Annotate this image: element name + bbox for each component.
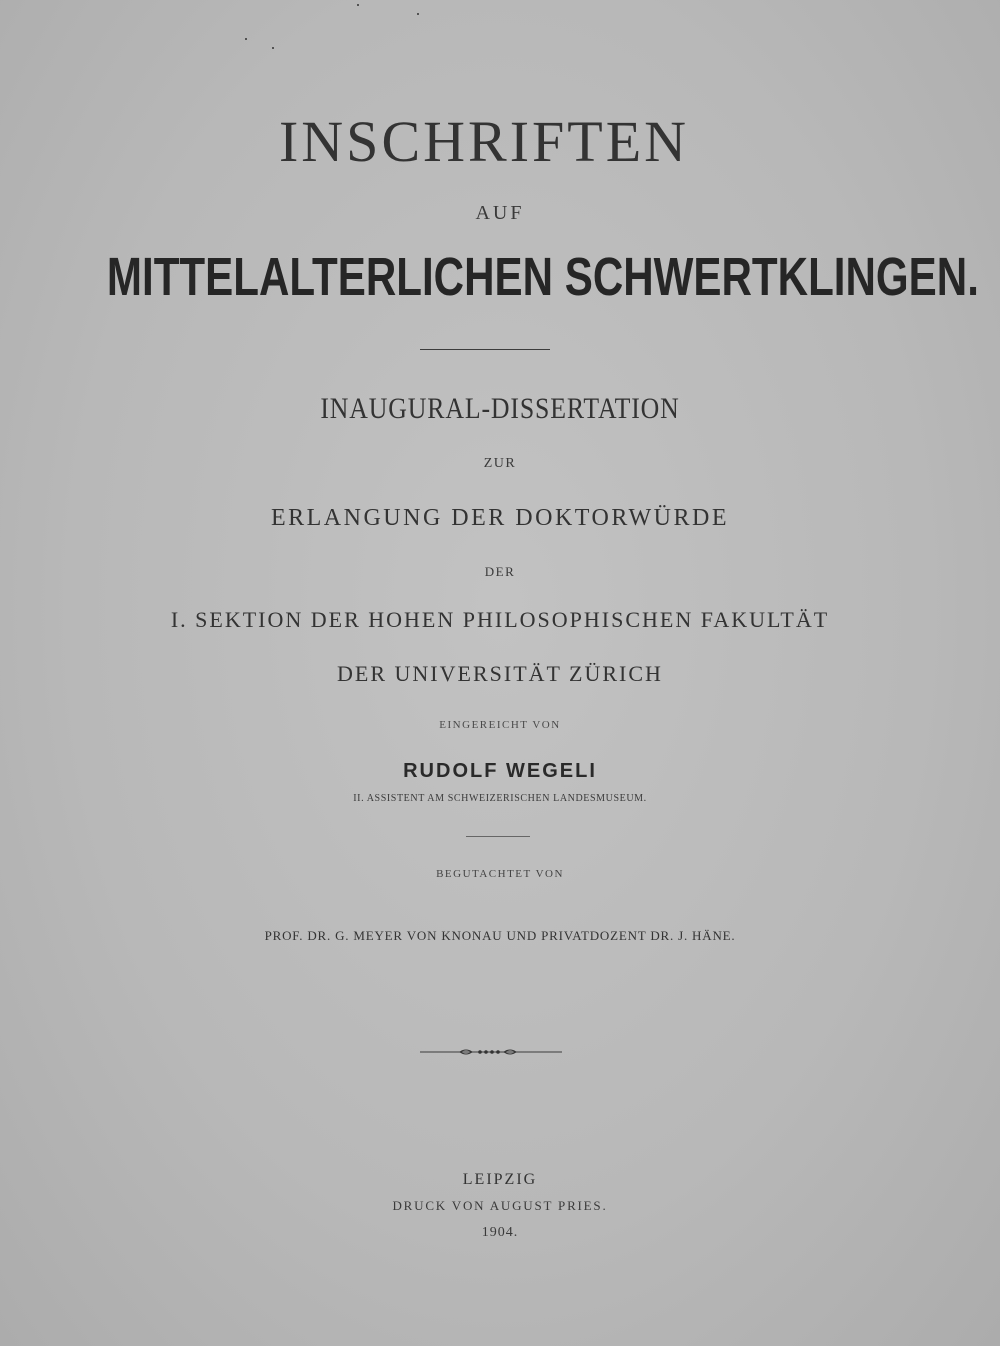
- connector-der: DER: [484, 564, 516, 579]
- printer-line: DRUCK VON AUGUST PRIES.: [392, 1198, 608, 1213]
- paper-speck: [417, 13, 419, 15]
- connector-zur: ZUR: [483, 456, 517, 471]
- submitted-by-label: EINGEREICHT VON: [439, 719, 561, 731]
- divider-rule: [420, 349, 550, 350]
- paper-speck: [272, 47, 274, 49]
- title-line-1: INSCHRIFTEN: [278, 109, 690, 174]
- ornament-divider-icon: [420, 1045, 562, 1059]
- title-line-3: MITTELALTERLICHEN SCHWERTKLINGEN.: [106, 247, 979, 307]
- paper-speck: [245, 38, 247, 40]
- author-position: II. ASSISTENT AM SCHWEIZERISCHEN LANDESMUSEUM.: [353, 793, 647, 804]
- title-line-2: AUF: [475, 202, 525, 224]
- reviewed-by-label: BEGUTACHTET VON: [436, 868, 564, 880]
- publication-year: 1904.: [481, 1225, 519, 1240]
- referees-line: PROF. DR. G. MEYER VON KNONAU UND PRIVATDOZENT DR. J. HÄNE.: [264, 928, 736, 943]
- university-line: DER UNIVERSITÄT ZÜRICH: [337, 661, 663, 686]
- dissertation-heading: INAUGURAL-DISSERTATION: [320, 392, 680, 425]
- faculty-line: I. SEKTION DER HOHEN PHILOSOPHISCHEN FAKULTÄT: [170, 607, 830, 632]
- paper-speck: [357, 4, 359, 6]
- divider-rule-small: [466, 836, 530, 837]
- author-name: RUDOLF WEGELI: [403, 760, 597, 782]
- publication-place: LEIPZIG: [462, 1171, 538, 1188]
- degree-line: ERLANGUNG DER DOKTORWÜRDE: [270, 505, 730, 531]
